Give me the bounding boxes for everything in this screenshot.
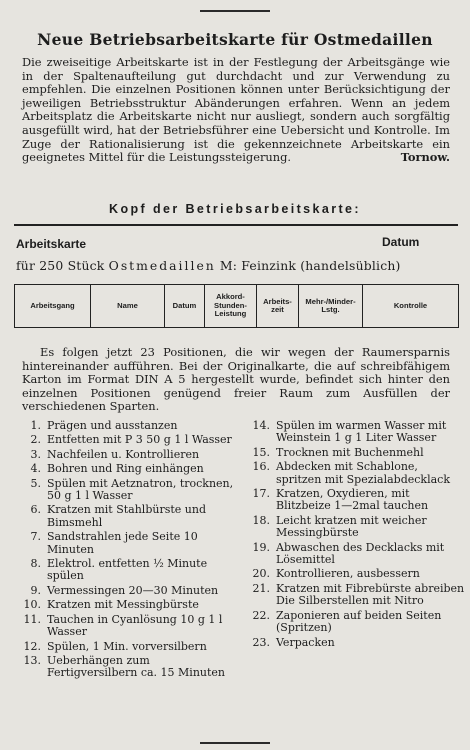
position-number: 18. — [252, 513, 270, 527]
position-text: Spülen mit Aetznatron, trocknen, 50 g 1 l Wasser — [47, 476, 234, 503]
position-item — [18, 531, 236, 556]
position-item — [247, 515, 465, 540]
position-item — [18, 655, 236, 680]
card-top-rule — [14, 224, 458, 226]
column-header: Akkord-Stunden-Leistung — [205, 285, 257, 328]
position-item — [18, 420, 236, 432]
section-heading: Kopf der Betriebsarbeitskarte: — [109, 202, 361, 216]
position-text: Sandstrahlen jede Seite 10 Minuten — [47, 530, 198, 556]
position-item — [18, 449, 236, 461]
article-title: Neue Betriebsarbeitskarte für Ostmedaillen — [37, 30, 433, 49]
positions-left-column — [18, 420, 236, 682]
position-item — [247, 637, 465, 649]
card-quantity: für 250 Stück — [16, 258, 105, 273]
card-column-table — [14, 284, 459, 328]
column-header: Mehr-/Minder-Lstg. — [299, 285, 363, 328]
position-item — [247, 461, 465, 486]
position-text: Elektrol. entfetten ½ Minute spülen — [47, 557, 208, 583]
position-number: 5. — [30, 476, 41, 490]
position-number: 22. — [252, 608, 270, 622]
position-text: Bohren und Ring einhängen — [47, 462, 204, 476]
position-text: Abdecken mit Schablone, spritzen mit Spezialabdecklack — [276, 460, 450, 486]
position-text: Verpacken — [276, 635, 335, 649]
position-number: 15. — [252, 445, 270, 459]
card-product: Ostmedaillen — [108, 258, 216, 273]
position-item — [18, 641, 236, 653]
position-number: 17. — [252, 487, 270, 501]
top-rule — [200, 10, 270, 12]
position-text: Abwaschen des Decklacks mit Lösemittel — [276, 540, 445, 567]
position-number: 21. — [252, 581, 270, 595]
position-text: Kratzen mit Stahlbürste und Bimsmehl — [47, 503, 206, 529]
position-number: 6. — [30, 503, 41, 517]
position-number: 8. — [30, 557, 41, 571]
position-item — [247, 542, 465, 567]
column-header: Arbeitsgang — [15, 285, 91, 328]
intro-text: Die zweiseitige Arbeitskarte ist in der Festlegung der Arbeitsgänge wie in der Spaltenaufteilung gut durchdacht und zur Verwendung zu empfehlen. Die einzelnen Positionen können unter Berücksichtigung der jeweiligen Betriebsstruktur Abänderungen erfahren. Wenn an jedem Arbeitsplatz die Arbeitskarte nicht nur ausliegt, sondern auch sorgfältig ausgefüllt wird, hat der Betriebsführer eine Uebersicht und Kontrolle. Im Zuge der Rationalisierung ist die gekennzeichnete Arbeitskarte ein geeignetes Mittel für die Leistungssteigerung. — [22, 55, 450, 165]
position-number: 19. — [252, 540, 270, 554]
position-item — [18, 434, 236, 446]
position-item — [247, 420, 465, 445]
position-text: Spülen, 1 Min. vorversilbern — [47, 639, 207, 653]
position-number: 2. — [30, 433, 41, 447]
position-text: Tauchen in Cyanlösung 10 g 1 l Wasser — [47, 612, 223, 639]
intro-paragraph — [22, 56, 450, 165]
card-datum-label: Datum — [382, 235, 420, 249]
column-header: Datum — [165, 285, 205, 328]
author-signature: Tornow. — [400, 150, 450, 165]
position-number: 13. — [23, 653, 41, 667]
card-material: M: Feinzink (handelsüblich) — [219, 258, 401, 273]
position-text: Kratzen mit Fibrebürste abreiben Die Silberstellen mit Nitro — [276, 581, 465, 608]
position-number: 12. — [23, 639, 41, 653]
position-text: Entfetten mit P 3 50 g 1 l Wasser — [47, 433, 232, 447]
position-text: Ueberhängen zum Fertigversilbern ca. 15 Minuten — [47, 653, 226, 680]
position-text: Zaponieren auf beiden Seiten (Spritzen) — [276, 608, 442, 635]
positions-intro-paragraph: Es folgen jetzt 23 Positionen, die wir wegen der Raumersparnis hintereinander aufführen. Bei der Originalkarte, die auf schreibfähigem Karton im Format DIN A 5 hergestellt wurde, befindet sich hinter den einzelnen Positionen genügend freier Raum zum Ausfüllen der verschiedenen Sparten. — [22, 345, 450, 414]
position-item — [18, 599, 236, 611]
position-item — [18, 478, 236, 503]
positions-right-column — [247, 420, 465, 651]
position-item — [247, 568, 465, 580]
position-number: 9. — [30, 583, 41, 597]
position-item — [247, 488, 465, 513]
position-number: 14. — [252, 419, 270, 432]
position-item — [18, 614, 236, 639]
position-item — [247, 583, 465, 608]
position-number: 11. — [23, 612, 41, 626]
position-item — [18, 585, 236, 597]
position-item — [247, 447, 465, 459]
position-text: Nachfeilen u. Kontrollieren — [47, 447, 200, 461]
position-text: Vermessingen 20—30 Minuten — [47, 583, 219, 597]
bottom-rule — [200, 742, 270, 744]
column-header: Name — [91, 285, 165, 328]
position-text: Prägen und ausstanzen — [47, 419, 178, 432]
position-item — [18, 463, 236, 475]
position-text: Spülen im warmen Wasser mit Weinstein 1 g 1 Liter Wasser — [276, 419, 447, 445]
position-item — [18, 558, 236, 583]
position-number: 1. — [30, 419, 41, 432]
position-number: 10. — [23, 598, 41, 612]
position-text: Kratzen, Oxydieren, mit Blitzbeize 1—2mal tauchen — [276, 487, 429, 513]
position-number: 23. — [252, 635, 270, 649]
column-header-row — [15, 285, 459, 328]
position-number: 4. — [30, 462, 41, 476]
position-text: Kratzen mit Messingbürste — [47, 598, 199, 612]
position-item — [247, 610, 465, 635]
card-subject-line — [16, 258, 460, 273]
position-item — [18, 504, 236, 529]
position-number: 7. — [30, 530, 41, 544]
column-header: Arbeits-zeit — [257, 285, 299, 328]
column-header: Kontrolle — [363, 285, 459, 328]
card-label: Arbeitskarte — [16, 237, 87, 251]
position-number: 3. — [30, 447, 41, 461]
position-number: 20. — [252, 567, 270, 581]
position-text: Kontrollieren, ausbessern — [276, 567, 420, 581]
position-text: Trocknen mit Buchenmehl — [276, 445, 424, 459]
position-number: 16. — [252, 460, 270, 474]
position-text: Leicht kratzen mit weicher Messingbürste — [276, 513, 427, 540]
